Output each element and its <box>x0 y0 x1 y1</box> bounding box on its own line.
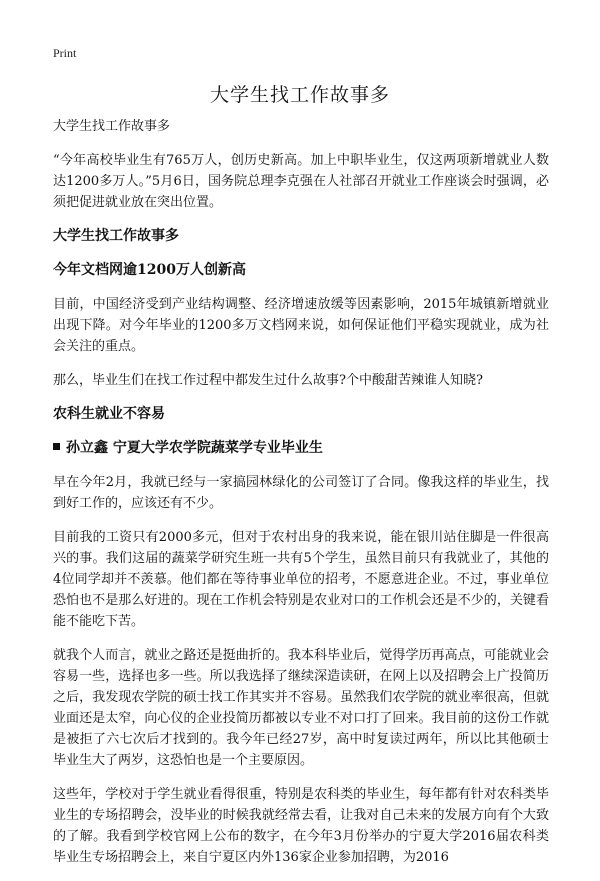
section-heading: 大学生找工作故事多 <box>53 228 179 244</box>
square-bullet-icon <box>53 443 60 450</box>
paragraph: 大学生找工作故事多 <box>53 119 171 134</box>
paragraph: 这些年，学校对于学生就业看得很重，特别是农科类的毕业生，每年都有针对农科类毕业生的专场招聘会，没毕业的时候我就经常去看，让我对自己未来的发展方向有个大致的了解。我看到学校官网上公布的数字，在今年3月份举办的宁夏大学2016届农科类毕业生专场招聘会上，来自宁夏区内外136家企业参加招聘，为2016 <box>53 787 549 865</box>
subsection-heading <box>53 438 549 459</box>
paragraph: “今年高校毕业生有765万人，创历史新高。加上中职毕业生，仅这两项新增就业人数达1200多万人。”5月6日，国务院总理李克强在人社部召开就业工作座谈会时强调，必须把促进就业放在突出位置。 <box>53 153 549 210</box>
paragraph: 那么，毕业生们在找工作过程中都发生过什么故事?个中酸甜苦辣谁人知晓? <box>53 373 483 388</box>
paragraph: 目前，中国经济受到产业结构调整、经济增速放缓等因素影响，2015年城镇新增就业出现下降。对今年毕业的1200多万文档网来说，如何保证他们平稳实现就业，成为社会关注的重点。 <box>53 297 549 354</box>
paragraph: 目前我的工资只有2000多元，但对于农村出身的我来说，能在银川站住脚是一件很高兴的事。我们这届的蔬菜学研究生班一共有5个学生，虽然目前只有我就业了，其他的4位同学却并不羡慕。他们都在等待事业单位的招考，不愿意进企业。不过，事业单位恐怕也不是那么好进的。现在工作机会特别是农业对口的工作机会还是不少的，关键看能不能吃下苦。 <box>53 530 549 629</box>
section-heading: 农科生就业不容易 <box>53 406 165 422</box>
section-heading: 今年文档网逾1200万人创新高 <box>53 262 246 278</box>
paragraph: 早在今年2月，我就已经与一家搞园林绿化的公司签订了合同。像我这样的毕业生，找到好工作的，应该还有不少。 <box>53 475 549 511</box>
article-body <box>53 116 549 881</box>
page-title: 大学生找工作故事多 <box>209 84 390 106</box>
subsection-heading-text: 孙立鑫 宁夏大学农学院蔬菜学专业毕业生 <box>66 440 323 456</box>
paragraph: 就我个人而言，就业之路还是挺曲折的。我本科毕业后，觉得学历再高点，可能就业会容易一些，选择也多一些。所以我选择了继续深造读研，在网上以及招聘会上广投简历之后，我发现农学院的硕士找工作其实并不容易。虽然我们农学院的就业率很高，但就业面还是太窄，向心仪的企业投简历都被以专业不对口打了回来。我目前的这份工作就是被拒了六七次后才找到的。我今年已经27岁，高中时复读过两年，所以比其他硕士毕业生大了两岁，这恐怕也是一个主要原因。 <box>53 648 549 768</box>
print-link[interactable]: Print <box>53 46 77 60</box>
